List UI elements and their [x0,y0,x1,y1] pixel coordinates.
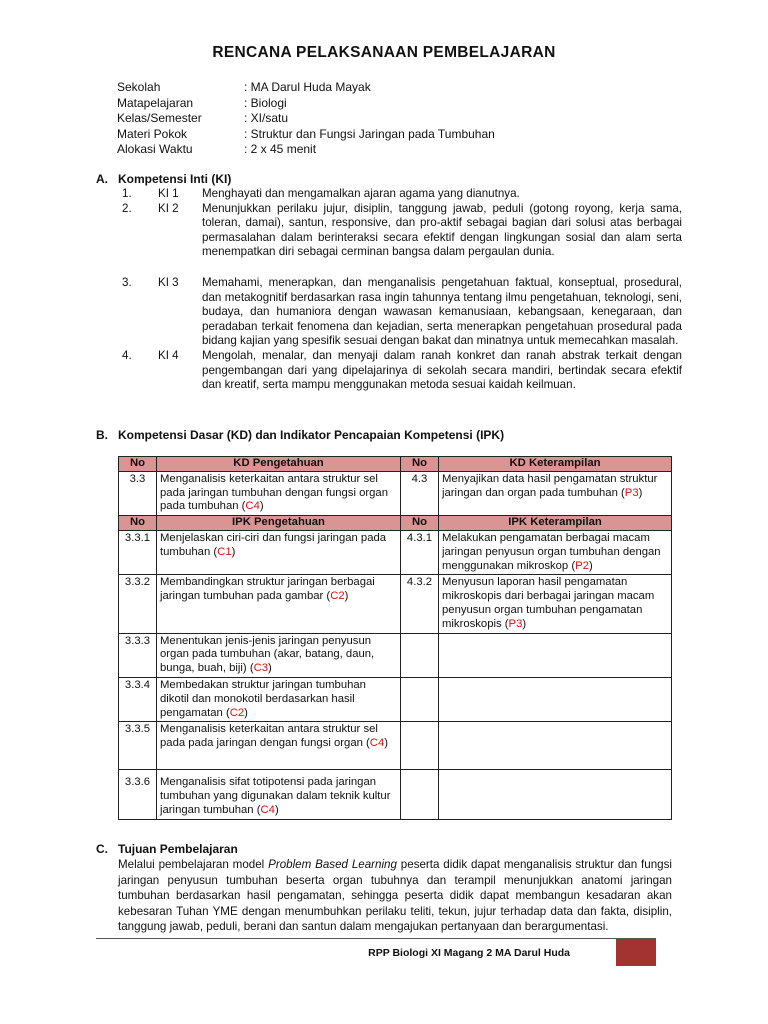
list-item: 2. KI 2 Menunjukkan perilaku jujur, disiplin, tanggung jawab, peduli (gotong royong, kerja sama, toleran, damai), santun, responsive, dan pro-aktif sebagai bagian dari solusi atas berbagai permasalahan dalam berinteraksi secara efektif dengan lingkungan sosial dan alam serta menempatkan diri sebagai cerminan bangsa dalam pergaulan dunia. [122,201,682,259]
list-item: 1. KI 1 Menghayati dan mengamalkan ajaran agama yang dianutnya. [122,187,520,200]
ki-list [122,187,682,393]
section-c-heading: C. Tujuan Pembelajaran [96,842,238,856]
footer-text: RPP Biologi XI Magang 2 MA Darul Huda [368,947,570,959]
table-row: 3.3.4 Membedakan struktur jaringan tumbuhan dikotil dan monokotil berdasarkan hasil pengamatan (C2) [119,677,672,721]
table-row: 3.3 Menganalisis keterkaitan antara struktur sel pada jaringan tumbuhan dengan fungsi organ pada tumbuhan (C4) 4.3 Menyajikan data hasil pengamatan struktur jaringan dan organ pada tumbuhan (P3) [119,471,672,515]
table-header-row: No IPK Pengetahuan No IPK Keterampilan [119,516,672,531]
meta-row: Matapelajaran : Biologi [117,95,287,110]
list-item: 4. KI 4 Mengolah, menalar, dan menyaji dalam ranah konkret dan ranah abstrak terkait dengan pengembangan dari yang dipelajarinya di sekolah secara mandiri, bertindak secara efektif dan kreatif, serta mampu menggunakan metoda sesuai kaidah keilmuan. [122,348,682,392]
list-item: 3. KI 3 Memahami, menerapkan, dan menganalisis pengetahuan faktual, konseptual, prosedural, dan metakognitif berdasarkan rasa ingin tahunnya tentang ilmu pengetahuan, teknologi, seni, budaya, dan humaniora dengan wawasan kemanusiaan, kebangsaan, kenegaraan, dan peradaban terkait fenomena dan kejadian, serta menerapkan pengetahuan prosedural pada bidang kajian yang spesifik sesuai dengan bakat dan minatnya untuk memecahkan masalah. [122,275,682,348]
meta-row: Kelas/Semester : XI/satu [117,111,289,125]
section-a-heading: A. Kompetensi Inti (KI) [96,172,232,186]
page-footer [96,938,656,967]
section-b-heading: B. Kompetensi Dasar (KD) dan Indikator Pencapaian Kompetensi (IPK) [96,428,505,442]
identity-block [117,80,495,158]
meta-row: Materi Pokok : Struktur dan Fungsi Jaringan pada Tumbuhan [117,126,495,141]
table-row: 3.3.2 Membandingkan struktur jaringan berbagai jaringan tumbuhan pada gambar (C2) 4.3.2 Menyusun laporan hasil pengamatan mikroskopis dari berbagai jaringan macam penyusun organ tumbuhan pengamatan mikroskopis (P3) [119,575,672,633]
kd-ipk-table [118,456,672,820]
table-row: 3.3.6 Menganalisis sifat totipotensi pada jaringan tumbuhan yang digunakan dalam teknik kultur jaringan tumbuhan (C4) [119,770,672,819]
meta-row: Sekolah : MA Darul Huda Mayak [117,80,371,94]
table-row: 3.3.1 Menjelaskan ciri-ciri dan fungsi jaringan pada tumbuhan (C1) 4.3.1 Melakukan pengamatan berbagai macam jaringan penyusun organ tumbuhan dengan menggunakan mikroskop (P2) [119,530,672,574]
tujuan-paragraph: Melalui pembelajaran model Problem Based Learning peserta didik dapat menganalisis struktur dan fungsi jaringan penyusun tumbuhan beserta organ tubuhnya dan terampil menunjukkan anatomi jaringan tumbuhan berdasarkan hasil pengamatan, sehingga peserta didik dapat membangun kesadaran akan kebesaran Tuhan YME dengan menumbuhkan perilaku teliti, tekun, jujur terhadap data dan fakta, disiplin, tanggung jawab, peduli, berani dan santun dalam mengajukan pertanyaan dan berargumentasi. [118,858,672,934]
table-row: 3.3.5 Menganalisis keterkaitan antara struktur sel pada pada jaringan dengan fungsi organ (C4) [119,722,672,770]
table-header-row: No KD Pengetahuan No KD Keterampilan [119,457,672,472]
meta-row: Alokasi Waktu : 2 x 45 menit [117,142,317,156]
footer-accent-box [616,939,656,966]
section-c [96,842,672,934]
table-row: 3.3.3 Menentukan jenis-jenis jaringan penyusun organ pada tumbuhan (akar, batang, daun, bunga, buah, biji) (C3) [119,633,672,677]
page-title: RENCANA PELAKSANAAN PEMBELAJARAN [212,44,556,61]
